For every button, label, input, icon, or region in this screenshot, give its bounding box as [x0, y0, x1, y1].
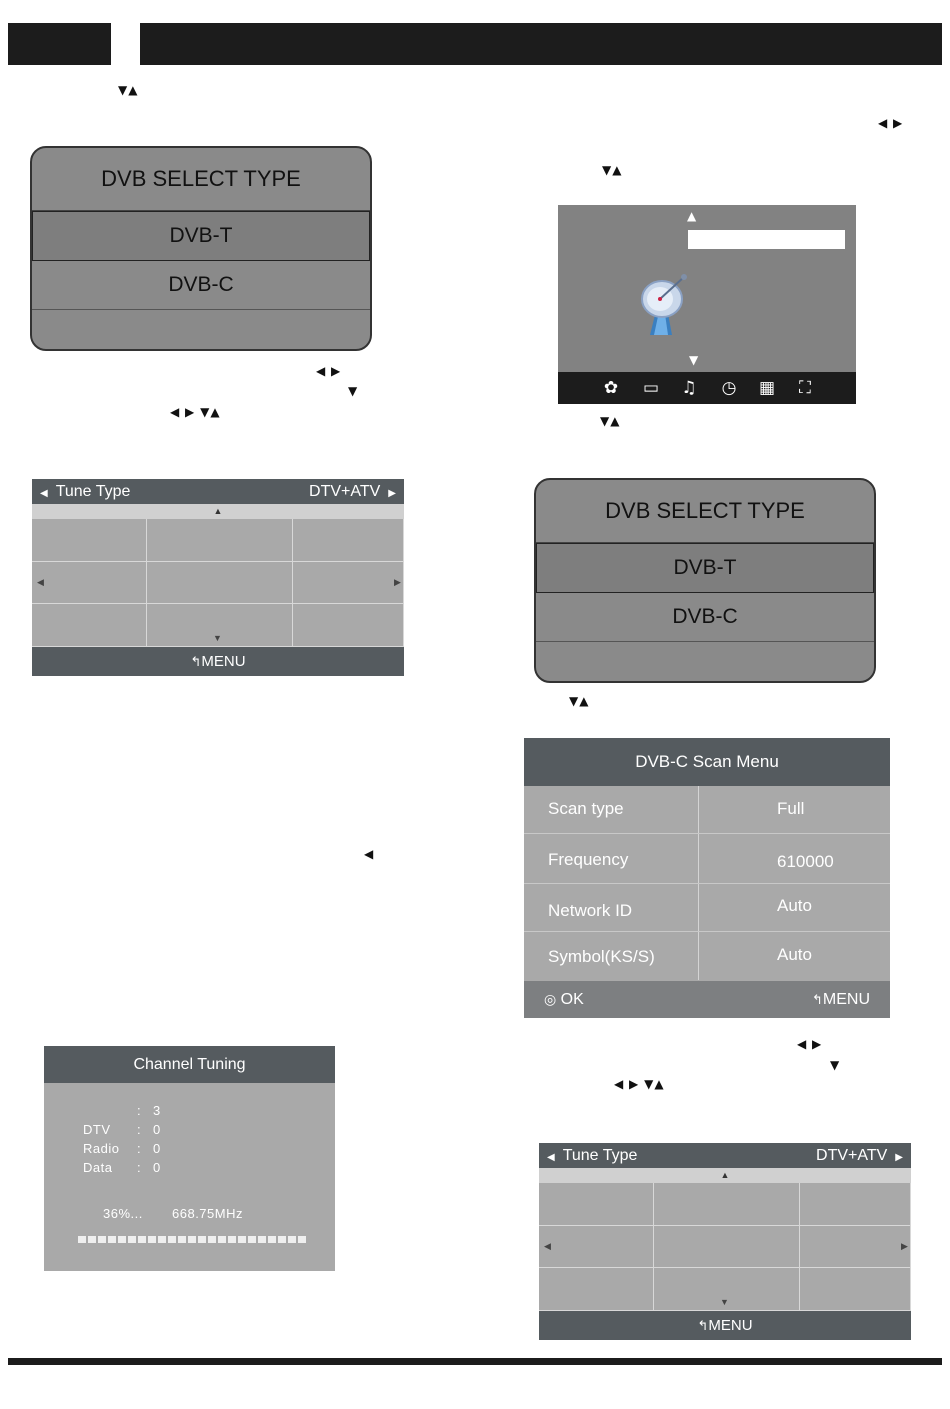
grid-cell — [654, 1226, 800, 1268]
dtv-value: 0 — [153, 1122, 161, 1137]
left-right-arrows-icon: ◀ ▶ — [797, 1037, 823, 1051]
header-bar-right — [140, 23, 942, 65]
symbol-row[interactable] — [524, 932, 890, 980]
column-divider — [698, 884, 699, 931]
progress-bar — [78, 1230, 308, 1238]
grid-cell — [32, 562, 147, 604]
data-value: 0 — [153, 1160, 161, 1175]
progress-segment — [258, 1236, 266, 1243]
down-up-arrows-icon: ▼▲ — [569, 694, 590, 708]
dvbc-scan-menu — [524, 738, 890, 1018]
grid-cell — [147, 562, 293, 604]
grid-cell — [293, 562, 404, 604]
channel-tuning-title: Channel Tuning — [44, 1046, 335, 1083]
progress-percent: 36%... — [103, 1206, 143, 1221]
progress-segment — [138, 1236, 146, 1243]
progress-segment — [168, 1236, 176, 1243]
progress-segment — [198, 1236, 206, 1243]
scroll-up-arrow-icon[interactable]: ▲ — [539, 1168, 911, 1183]
left-right-arrows-icon: ◀ ▶ — [878, 116, 904, 130]
scan-type-value: Full — [777, 799, 805, 818]
radio-colon: : — [137, 1141, 142, 1156]
progress-segment — [118, 1236, 126, 1243]
grid-cell — [147, 519, 293, 562]
radio-value: 0 — [153, 1141, 161, 1156]
grid-down-arrow-icon[interactable]: ▼ — [213, 633, 222, 643]
column-divider — [698, 786, 699, 833]
symbol-value: Auto — [777, 945, 812, 964]
ok-icon: ◎ — [544, 992, 557, 1008]
progress-segment — [88, 1236, 96, 1243]
radio-label: Radio — [83, 1141, 120, 1156]
scan-type-label: Scan type — [548, 799, 624, 818]
progress-segment — [208, 1236, 216, 1243]
data-label: Data — [83, 1160, 113, 1175]
menu-icon-bar — [558, 372, 856, 404]
frequency-label: Frequency — [548, 850, 629, 869]
dvb-select-type-panel-left — [30, 146, 372, 351]
tune-type-value: DTV+ATV — [309, 483, 381, 500]
left-arrow-icon[interactable]: ◀ — [547, 1152, 555, 1163]
menu-label: MENU — [708, 1317, 753, 1334]
dtv-label: DTV — [83, 1122, 111, 1137]
data-colon: : — [137, 1160, 142, 1175]
grid-cell — [800, 1183, 911, 1226]
tune-type-menu-right — [539, 1143, 911, 1340]
grid-cell — [539, 1226, 654, 1268]
highlight-bar[interactable] — [688, 230, 845, 249]
progress-segment — [158, 1236, 166, 1243]
column-divider — [698, 834, 699, 883]
menu-icon: ↰ — [697, 1319, 709, 1334]
menu-icon: ↰ — [190, 655, 202, 670]
dvb-t-option[interactable]: DVB-T — [536, 543, 874, 593]
down-arrow-icon: ▼ — [830, 1058, 841, 1072]
progress-segment — [228, 1236, 236, 1243]
frequency-row[interactable] — [524, 834, 890, 884]
network-id-row[interactable] — [524, 884, 890, 932]
menu-icon: ↰ — [811, 993, 823, 1008]
grid-cell — [293, 519, 404, 562]
tune-grid — [539, 1183, 911, 1311]
clock-icon[interactable]: ◷ — [721, 378, 737, 398]
grid-down-arrow-icon[interactable]: ▼ — [720, 1297, 729, 1307]
scan-menu-footer — [524, 981, 890, 1018]
tune-type-header[interactable] — [539, 1143, 911, 1168]
nav-arrows-icon: ◀ ▶ ▼▲ — [170, 405, 221, 419]
progress-segment — [218, 1236, 226, 1243]
progress-segment — [78, 1236, 86, 1243]
channel-tuning-panel — [44, 1046, 335, 1271]
dvb-select-type-title: DVB SELECT TYPE — [536, 480, 874, 543]
left-arrow-icon: ◀ — [364, 847, 375, 861]
nav-arrows-icon: ◀ ▶ ▼▲ — [614, 1077, 665, 1091]
menu-label: MENU — [201, 653, 246, 670]
grid-right-arrow-icon[interactable]: ▶ — [394, 577, 401, 587]
left-right-arrows-icon: ◀ ▶ — [316, 364, 342, 378]
column-divider — [698, 932, 699, 980]
grid-cell — [32, 604, 147, 647]
progress-segment — [148, 1236, 156, 1243]
footer-rule — [8, 1358, 942, 1365]
grid-cell — [32, 519, 147, 562]
grid-cell — [293, 604, 404, 647]
setup-screen — [558, 205, 856, 404]
frequency-value: 610000 — [777, 852, 834, 871]
ok-button[interactable] — [544, 981, 584, 1019]
total-value: 3 — [153, 1103, 161, 1118]
left-arrow-icon[interactable]: ◀ — [40, 488, 48, 499]
grid-icon[interactable]: ▦ — [758, 378, 776, 398]
progress-segment — [98, 1236, 106, 1243]
grid-left-arrow-icon[interactable]: ◀ — [544, 1241, 551, 1251]
dvb-select-type-title: DVB SELECT TYPE — [32, 148, 370, 211]
lock-icon[interactable]: ⛶ — [799, 378, 811, 398]
scan-type-row[interactable] — [524, 786, 890, 834]
grid-cell — [800, 1268, 911, 1311]
right-arrow-icon[interactable]: ▶ — [388, 488, 396, 499]
progress-segment — [248, 1236, 256, 1243]
down-up-arrows-icon: ▼▲ — [118, 83, 139, 97]
progress-segment — [188, 1236, 196, 1243]
tune-type-header[interactable] — [32, 479, 404, 504]
progress-segment — [178, 1236, 186, 1243]
scroll-down-arrow-icon[interactable]: ▼ — [689, 353, 699, 367]
symbol-label: Symbol(KS/S) — [548, 947, 655, 966]
menu-footer[interactable] — [32, 647, 404, 676]
tune-type-value: DTV+ATV — [816, 1147, 888, 1164]
menu-button[interactable] — [812, 981, 870, 1019]
progress-segment — [128, 1236, 136, 1243]
tune-grid — [32, 519, 404, 647]
tune-type-label: Tune Type — [55, 483, 131, 500]
grid-cell — [539, 1183, 654, 1226]
screen-icon[interactable]: ▭ — [642, 378, 660, 398]
progress-segment — [238, 1236, 246, 1243]
dvb-c-option[interactable]: DVB-C — [32, 261, 370, 310]
progress-segment — [288, 1236, 296, 1243]
dtv-colon: : — [137, 1122, 142, 1137]
network-id-label: Network ID — [548, 901, 633, 920]
network-id-value: Auto — [777, 896, 812, 915]
gear-icon[interactable]: ✿ — [603, 378, 619, 398]
menu-footer[interactable] — [539, 1311, 911, 1340]
down-up-arrows-icon: ▼▲ — [602, 163, 623, 177]
menu-label: MENU — [822, 991, 870, 1008]
grid-cell — [539, 1268, 654, 1311]
progress-segment — [108, 1236, 116, 1243]
progress-segment — [268, 1236, 276, 1243]
grid-right-arrow-icon[interactable]: ▶ — [901, 1241, 908, 1251]
down-up-arrows-icon: ▼▲ — [600, 414, 621, 428]
tune-type-label: Tune Type — [562, 1147, 638, 1164]
scroll-up-arrow-icon[interactable]: ▲ — [687, 209, 697, 223]
satellite-dish-icon — [636, 273, 692, 337]
grid-cell — [654, 1183, 800, 1226]
header-bar-left — [8, 23, 111, 65]
dvb-select-type-panel-right — [534, 478, 876, 683]
total-colon: : — [137, 1103, 142, 1118]
down-arrow-icon: ▼ — [348, 384, 359, 398]
scroll-up-arrow-icon[interactable]: ▲ — [32, 504, 404, 519]
tune-type-menu-left — [32, 479, 404, 676]
dvb-c-option[interactable]: DVB-C — [536, 593, 874, 642]
grid-cell — [800, 1226, 911, 1268]
music-icon[interactable]: ♫ — [681, 378, 697, 398]
scan-menu-title: DVB-C Scan Menu — [524, 738, 890, 786]
right-arrow-icon[interactable]: ▶ — [895, 1152, 903, 1163]
progress-segment — [278, 1236, 286, 1243]
ok-label: OK — [560, 991, 584, 1008]
dvb-t-option[interactable]: DVB-T — [32, 211, 370, 261]
progress-frequency: 668.75MHz — [172, 1206, 243, 1221]
progress-segment — [298, 1236, 306, 1243]
grid-left-arrow-icon[interactable]: ◀ — [37, 577, 44, 587]
